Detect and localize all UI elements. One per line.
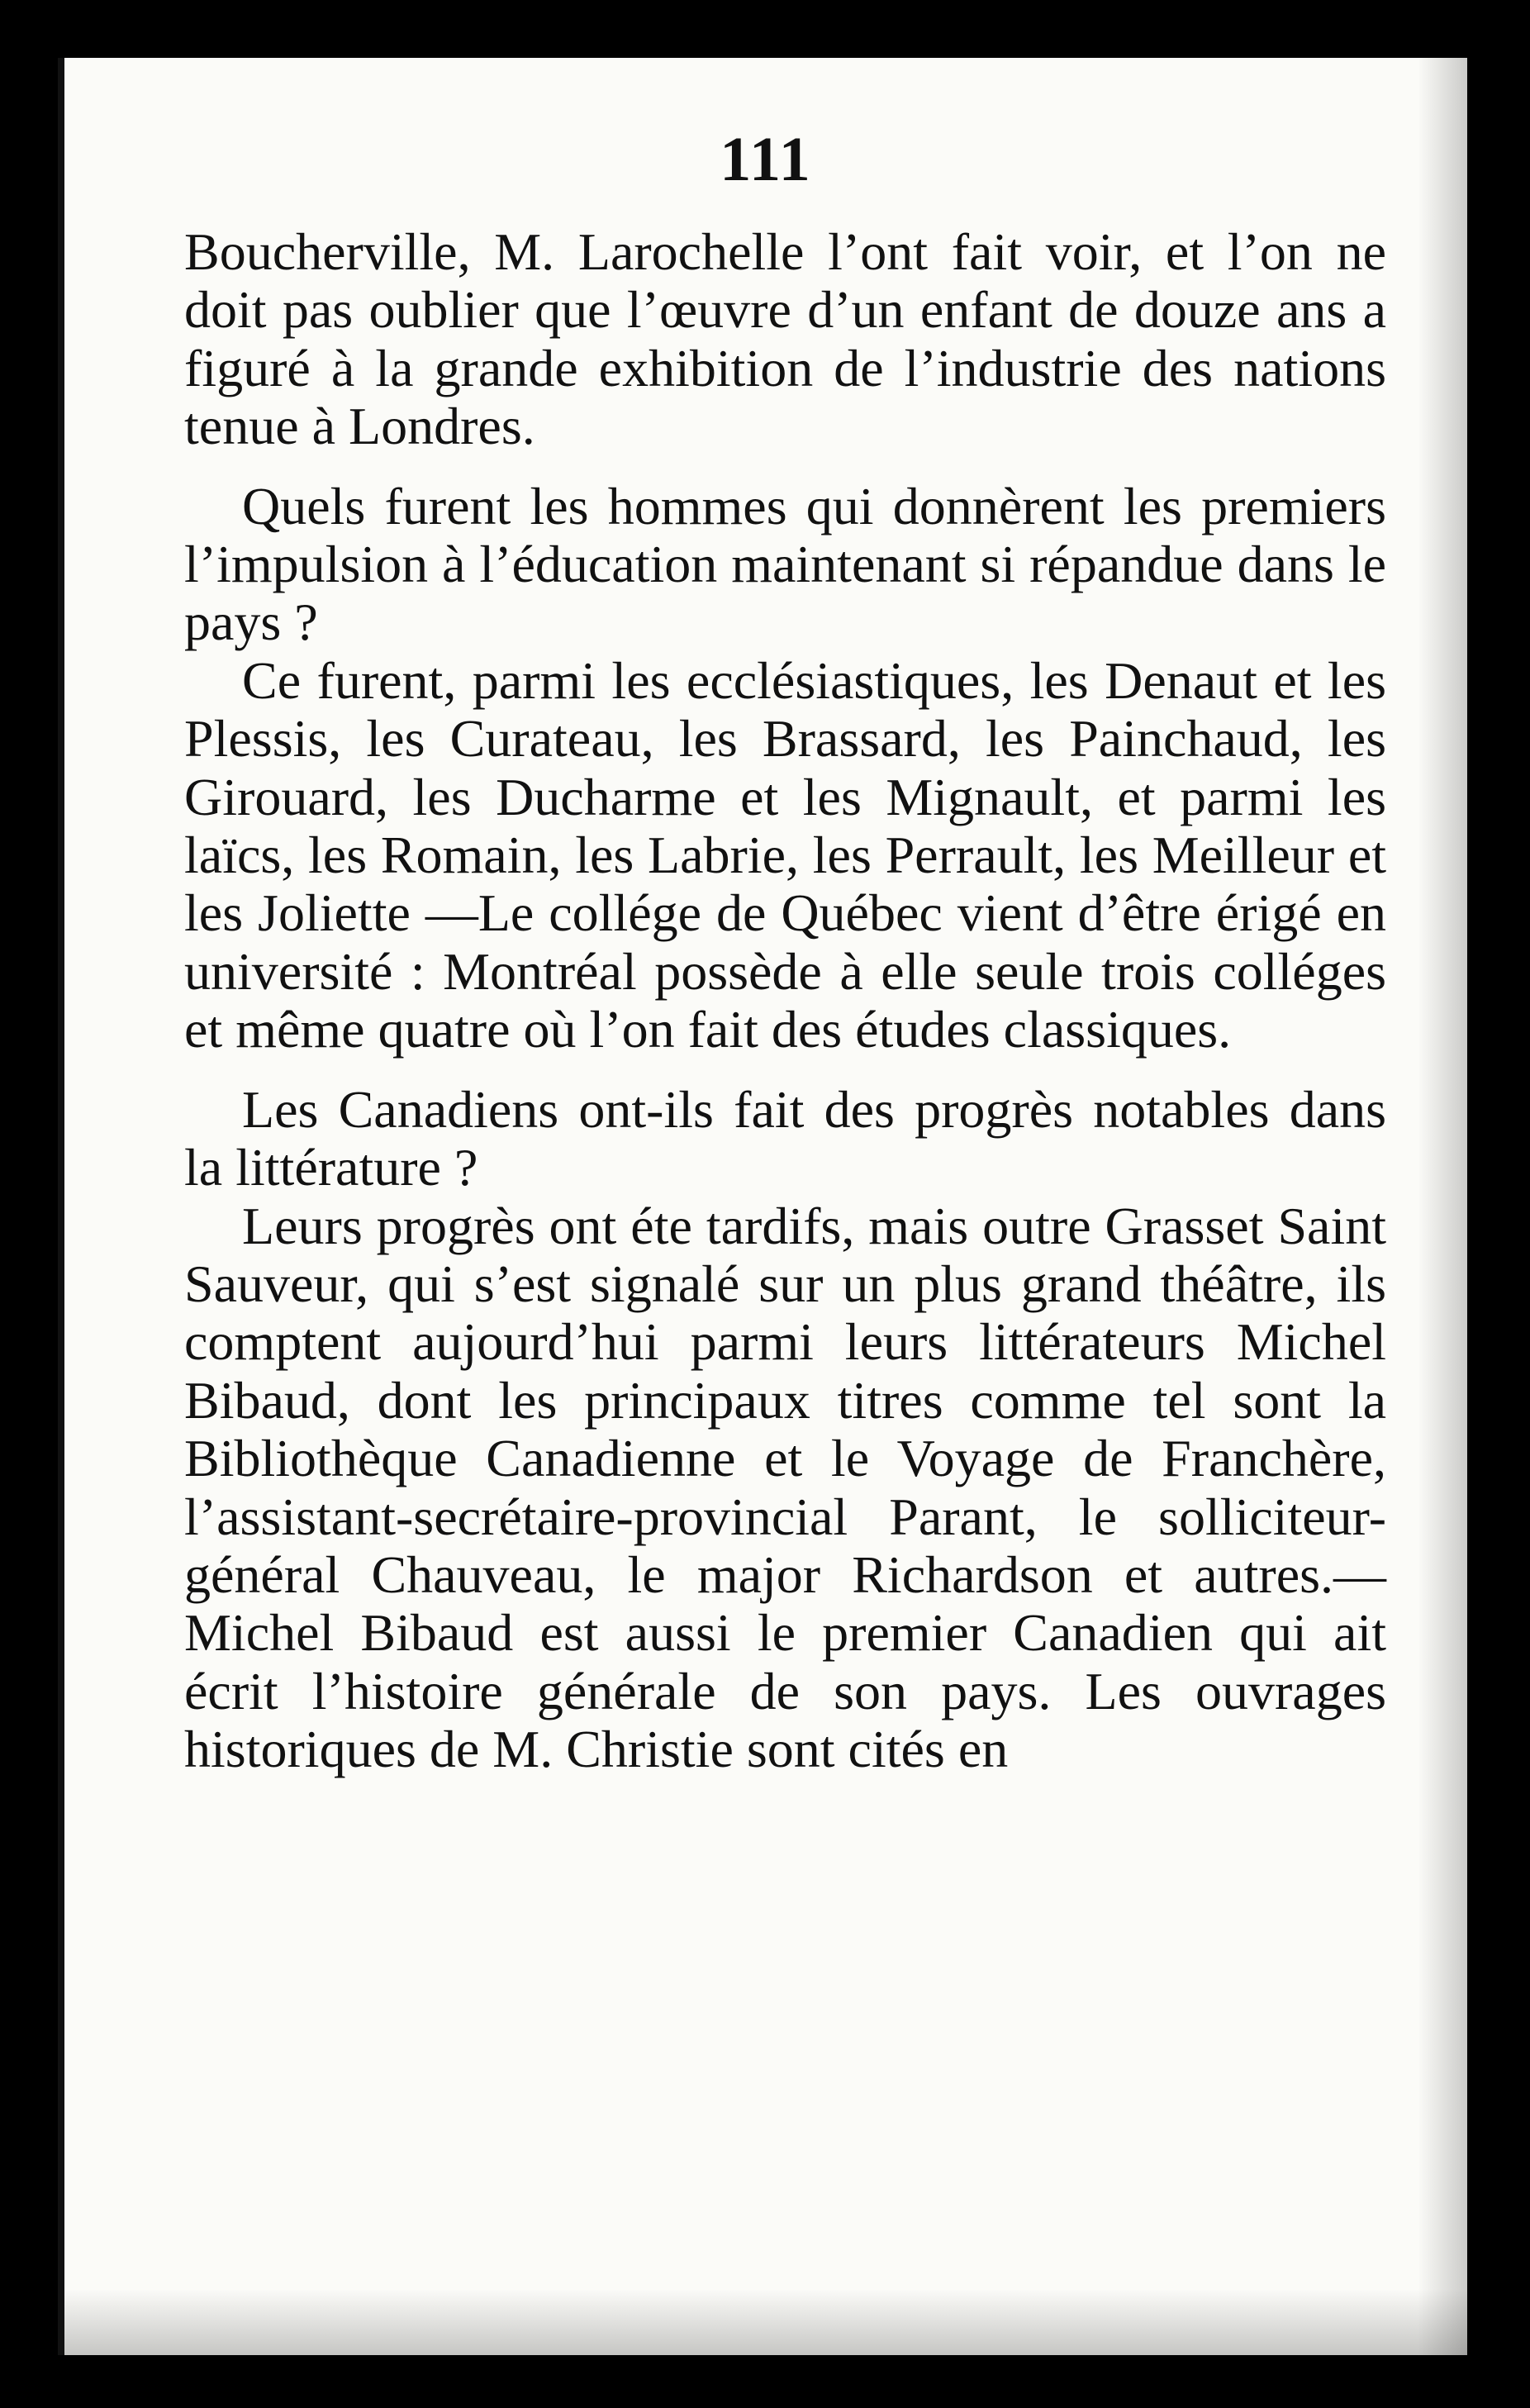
page-bottom-shadow [64, 2289, 1467, 2355]
paragraph-1: Boucherville, M. Larochelle l’ont fait voir, et l’on ne doit pas oublier que l’œuvre d’un enfant de douze ans a figuré à la grande exhibition de l’industrie des nations tenue à Londres. [184, 222, 1386, 456]
paragraph-5-answer: Leurs progrès ont éte tardifs, mais outre Grasset Saint Sauveur, qui s’est signalé sur un plus grand théâtre, ils comptent aujourd’hui parmi leurs littérateurs Michel Bibaud, dont les principaux titres comme tel sont la Bibliothèque Canadienne et le Voyage de Franchère, l’assistant-secrétaire-provincial Parant, le solliciteur-général Chauveau, le major Richardson et autres.—Michel Bibaud est aussi le premier Canadien qui ait écrit l’histoire générale de son pays. Les ouvrages historiques de M. Christie sont cités en [184, 1196, 1386, 1779]
page-edge-shadow [1418, 58, 1467, 2355]
paragraph-3-answer: Ce furent, parmi les ecclésiastiques, les Denaut et les Plessis, les Curateau, les Brassard, les Painchaud, les Girouard, les Ducharme et les Mignault, et parmi les laïcs, les Romain, les Labrie, les Perrault, les Meilleur et les Joliette —Le collége de Québec vient d’être érigé en université : Montréal possède à elle seule trois colléges et même quatre où l’on fait des études classiques. [184, 650, 1386, 1059]
paragraph-2-question: Quels furent les hommes qui donnèrent les premiers l’impulsion à l’éducation maintenant si répandue dans le pays ? [184, 476, 1386, 652]
paragraph-4-question: Les Canadiens ont-ils fait des progrès notables dans la littérature ? [184, 1079, 1386, 1197]
book-page [58, 58, 1467, 2355]
body-text [184, 223, 1386, 1779]
page-number: 111 [720, 125, 812, 194]
